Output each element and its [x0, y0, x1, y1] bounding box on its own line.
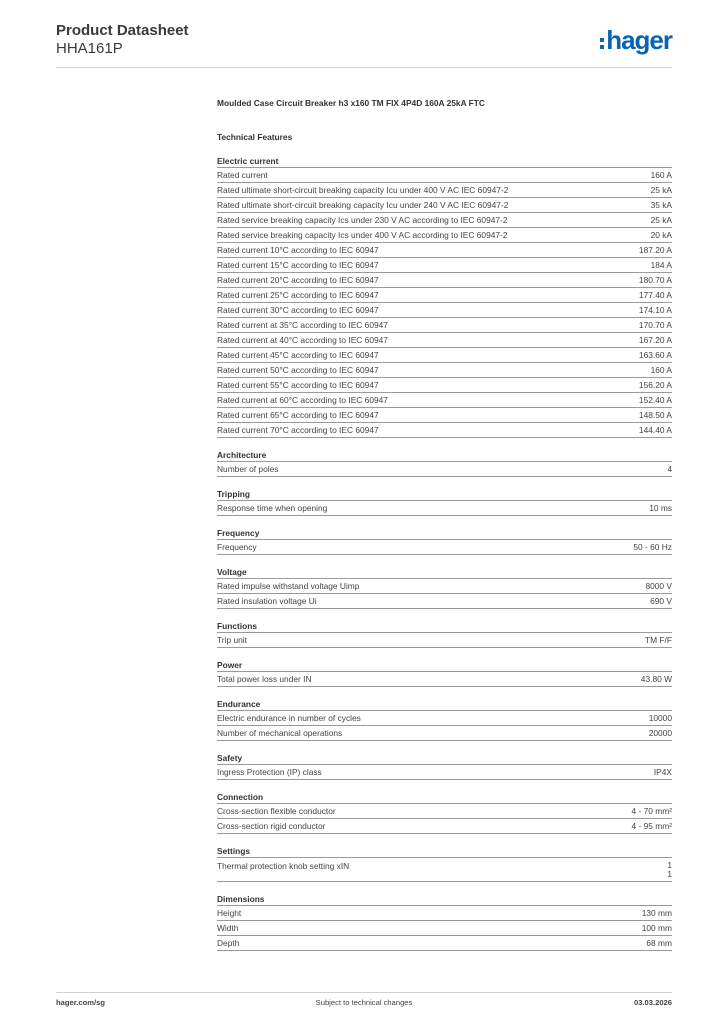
spec-row: [217, 303, 672, 318]
footer-website: hager.com/sg: [56, 998, 105, 1007]
spec-label: Depth: [217, 938, 240, 949]
section-safety: [217, 751, 672, 780]
spec-row: [217, 906, 672, 921]
section-dimensions: [217, 892, 672, 951]
logo-text: hager: [606, 25, 672, 55]
spec-value: 144.40 A: [638, 425, 672, 436]
spec-label: Height: [217, 908, 242, 919]
spec-row: [217, 711, 672, 726]
spec-label: Thermal protection knob setting xIN: [217, 861, 350, 872]
spec-value: 170.70 A: [638, 320, 672, 331]
spec-label: Rated current: [217, 170, 268, 181]
spec-row: [217, 540, 672, 555]
section-architecture: [217, 448, 672, 477]
spec-row: [217, 363, 672, 378]
spec-row: [217, 348, 672, 363]
spec-value: 160 A: [650, 365, 672, 376]
spec-value: 163.60 A: [638, 350, 672, 361]
section-voltage: [217, 565, 672, 609]
spec-row: [217, 579, 672, 594]
section-functions: [217, 619, 672, 648]
page-footer: [56, 998, 672, 1007]
section-title: Power: [217, 658, 672, 672]
section-title: Architecture: [217, 448, 672, 462]
spec-row: [217, 633, 672, 648]
section-tripping: [217, 487, 672, 516]
spec-label: Rated insulation voltage Ui: [217, 596, 317, 607]
section-title: Tripping: [217, 487, 672, 501]
hager-logo: [600, 25, 672, 55]
spec-value: 20 kA: [650, 230, 672, 241]
spec-label: Rated current at 60°C according to IEC 60947: [217, 395, 388, 406]
section-frequency: [217, 526, 672, 555]
spec-label: Rated ultimate short-circuit breaking capacity Icu under 400 V AC IEC 60947-2: [217, 185, 509, 196]
spec-label: Rated current at 40°C according to IEC 60947: [217, 335, 388, 346]
spec-row: [217, 198, 672, 213]
spec-value: 35 kA: [650, 200, 672, 211]
spec-label: Frequency: [217, 542, 257, 553]
spec-row: [217, 594, 672, 609]
spec-label: Cross-section rigid conductor: [217, 821, 326, 832]
spec-label: Rated current 45°C according to IEC 60947: [217, 350, 379, 361]
section-settings: [217, 844, 672, 882]
spec-value: 20000: [648, 728, 672, 739]
footer-date: 03.03.2026: [633, 998, 672, 1007]
spec-row: [217, 423, 672, 438]
spec-value: 130 mm: [641, 908, 672, 919]
spec-value: 25 kA: [650, 215, 672, 226]
spec-label: Rated current 10°C according to IEC 60947: [217, 245, 379, 256]
spec-row: [217, 804, 672, 819]
spec-row: [217, 378, 672, 393]
spec-value: 68 mm: [646, 938, 672, 949]
spec-value: 4 - 70 mm²: [631, 806, 672, 817]
spec-row: [217, 408, 672, 423]
spec-value: 174.10 A: [638, 305, 672, 316]
spec-value: 4: [667, 464, 672, 475]
spec-row: [217, 726, 672, 741]
section-title: Endurance: [217, 697, 672, 711]
footer-divider: [56, 992, 672, 993]
spec-value: 156.20 A: [638, 380, 672, 391]
section-title: Voltage: [217, 565, 672, 579]
spec-row: [217, 168, 672, 183]
spec-label: Rated current 15°C according to IEC 60947: [217, 260, 379, 271]
spec-label: Trip unit: [217, 635, 247, 646]
spec-value-line: 1: [667, 869, 672, 880]
spec-label: Width: [217, 923, 239, 934]
spec-row: [217, 858, 672, 882]
section-title: Frequency: [217, 526, 672, 540]
feature-sections: [217, 154, 672, 951]
product-name: Moulded Case Circuit Breaker h3 x160 TM FIX 4P4D 160A 25kA FTC: [217, 98, 485, 108]
spec-label: Response time when opening: [217, 503, 328, 514]
spec-label: Rated impulse withstand voltage Uimp: [217, 581, 360, 592]
spec-row: [217, 672, 672, 687]
section-title: Safety: [217, 751, 672, 765]
spec-value: 167.20 A: [638, 335, 672, 346]
spec-label: Rated current 30°C according to IEC 60947: [217, 305, 379, 316]
spec-label: Rated current 20°C according to IEC 60947: [217, 275, 379, 286]
spec-row: [217, 258, 672, 273]
spec-value: TM F/F: [645, 635, 672, 646]
spec-label: Rated current 70°C according to IEC 60947: [217, 425, 379, 436]
spec-value: 25 kA: [650, 185, 672, 196]
spec-label: Rated current 65°C according to IEC 60947: [217, 410, 379, 421]
spec-value: 187.20 A: [638, 245, 672, 256]
spec-value: 177.40 A: [638, 290, 672, 301]
spec-value: 43.80 W: [640, 674, 672, 685]
spec-value: 10000: [648, 713, 672, 724]
section-title: Connection: [217, 790, 672, 804]
section-title: Functions: [217, 619, 672, 633]
spec-row: [217, 288, 672, 303]
spec-label: Ingress Protection (IP) class: [217, 767, 322, 778]
spec-row: [217, 273, 672, 288]
spec-row: [217, 936, 672, 951]
spec-value: 50 - 60 Hz: [633, 542, 672, 553]
spec-value: IP4X: [653, 767, 672, 778]
spec-value: 148.50 A: [638, 410, 672, 421]
product-reference: HHA161P: [56, 40, 123, 57]
spec-value: 100 mm: [641, 923, 672, 934]
document-title: Product Datasheet: [56, 22, 189, 39]
spec-label: Rated service breaking capacity Ics under 230 V AC according to IEC 60947-2: [217, 215, 508, 226]
spec-row: [217, 765, 672, 780]
section-title: Electric current: [217, 154, 672, 168]
spec-row: [217, 921, 672, 936]
spec-row: [217, 318, 672, 333]
spec-label: Total power loss under IN: [217, 674, 312, 685]
spec-value: 184 A: [650, 260, 672, 271]
spec-row: [217, 213, 672, 228]
spec-value: 690 V: [650, 596, 672, 607]
spec-value: 160 A: [650, 170, 672, 181]
section-electric-current: [217, 154, 672, 438]
spec-label: Rated current at 35°C according to IEC 60947: [217, 320, 388, 331]
spec-label: Rated ultimate short-circuit breaking capacity Icu under 240 V AC IEC 60947-2: [217, 200, 509, 211]
spec-row: [217, 183, 672, 198]
section-power: [217, 658, 672, 687]
spec-label: Rated current 50°C according to IEC 60947: [217, 365, 379, 376]
footer-notice: Subject to technical changes: [315, 998, 413, 1007]
spec-label: Rated current 25°C according to IEC 60947: [217, 290, 379, 301]
spec-value: 4 - 95 mm²: [631, 821, 672, 832]
section-title: Settings: [217, 844, 672, 858]
spec-row: [217, 462, 672, 477]
spec-row: [217, 819, 672, 834]
spec-label: Number of mechanical operations: [217, 728, 343, 739]
spec-value: 152.40 A: [638, 395, 672, 406]
datasheet-content: [217, 96, 672, 961]
spec-row: [217, 243, 672, 258]
spec-row: [217, 393, 672, 408]
technical-features-heading: Technical Features: [217, 132, 293, 142]
spec-value-line: 1: [667, 860, 672, 871]
spec-value: 180.70 A: [638, 275, 672, 286]
spec-label: Electric endurance in number of cycles: [217, 713, 361, 724]
logo-dots-icon: [600, 35, 604, 52]
spec-label: Rated current 55°C according to IEC 60947: [217, 380, 379, 391]
spec-value: 8000 V: [645, 581, 672, 592]
page-header: [56, 22, 189, 58]
spec-row: [217, 228, 672, 243]
section-title: Dimensions: [217, 892, 672, 906]
spec-label: Cross-section flexible conductor: [217, 806, 336, 817]
spec-value: 10 ms: [649, 503, 672, 514]
section-connection: [217, 790, 672, 834]
spec-label: Rated service breaking capacity Ics under 400 V AC according to IEC 60947-2: [217, 230, 508, 241]
spec-row: [217, 501, 672, 516]
header-divider: [56, 67, 672, 68]
spec-value: [667, 859, 672, 879]
spec-row: [217, 333, 672, 348]
section-endurance: [217, 697, 672, 741]
spec-label: Number of poles: [217, 464, 279, 475]
